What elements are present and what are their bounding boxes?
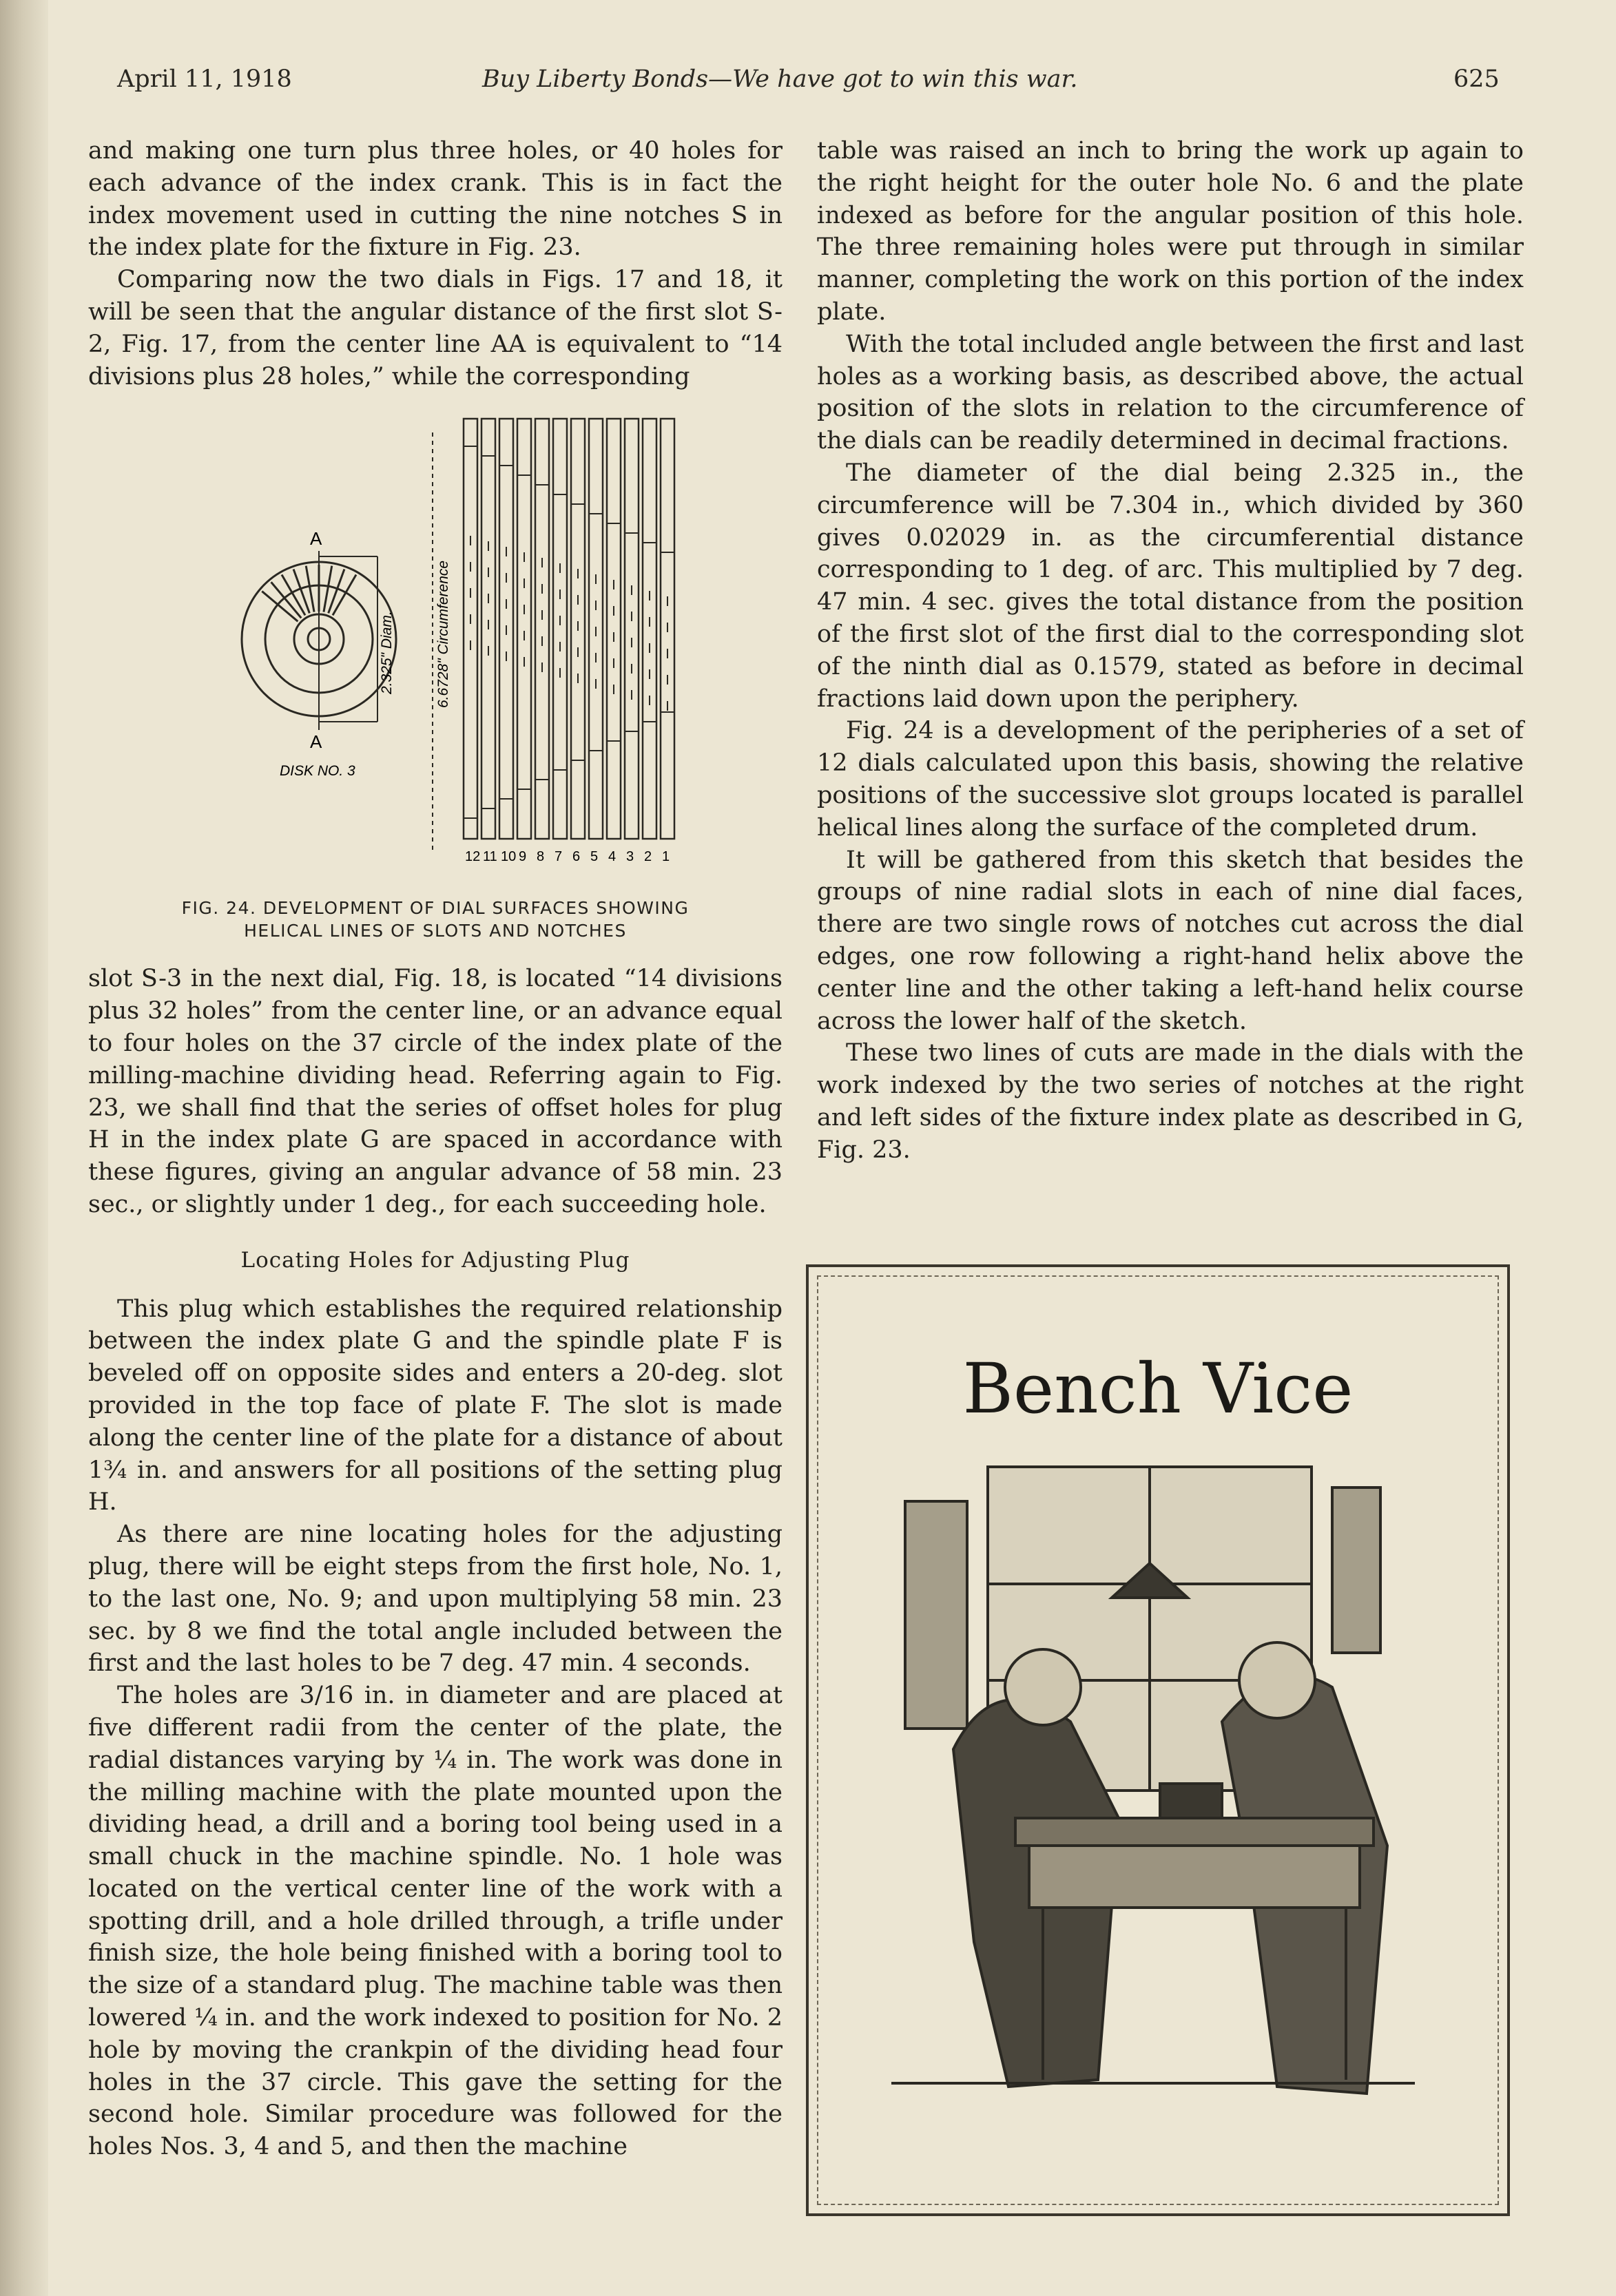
page-binding-shadow <box>0 0 48 2296</box>
running-head-motto: Buy Liberty Bonds—We have got to win this war. <box>482 65 1078 93</box>
page-number: 625 <box>1453 65 1500 93</box>
dial-strip <box>535 419 549 839</box>
paragraph: Comparing now the two dials in Figs. 17 and 18, it will be seen that the angular distance of the first slot S-2, Fig. 17, from the center line AA is equivalent to “14 divisions plus 28 holes,” while the corresponding <box>88 266 783 390</box>
dial-strips <box>464 419 674 839</box>
dial-number-label: 8 <box>537 849 545 865</box>
dial-strip <box>643 419 656 839</box>
dial-number-label: 9 <box>519 849 527 865</box>
paragraph: As there are nine locating holes for the adjusting plug, there will be eight steps from the first hole, No. 1, to the last one, No. 9; and upon multiplying 58 min. 23 sec. by 8 we find the total angle included between the first and the last holes to be 7 deg. 47 min. 4 seconds. <box>88 1521 783 1678</box>
bench-top <box>1015 1818 1374 1846</box>
diameter-label: 2.325" Diam. <box>379 611 395 695</box>
worker-left-head <box>1005 1649 1081 1725</box>
right-column <box>817 135 1524 1167</box>
dial-development-diagram <box>88 398 783 894</box>
disk-slot <box>333 575 356 616</box>
dial-number-label: 7 <box>555 849 563 865</box>
paragraph: It will be gathered from this sketch that besides the groups of nine radial slots in each of nine dial faces, there are two single rows of notches cut across the dial edges, one row following a right-hand helix above the center line and the other taking a left-hand helix course across the lower half of the sketch. <box>817 846 1524 1035</box>
disk-slots <box>262 565 356 621</box>
paragraph: With the total included angle between the first and last holes as a working basis, as described above, the actual position of the slots in relation to the circumference of the dials can be readily determined in decimal fractions. <box>817 330 1524 455</box>
workbench-illustration <box>891 1460 1415 2135</box>
paragraph: slot S-3 in the next dial, Fig. 18, is located “14 divisions plus 32 holes” from the center line, or an advance equal to four holes on the 37 circle of the index plate of the milling-machine dividing head. Referring again to Fig. 23, we shall find that the series of offset holes for plug H in the index plate G are spaced in accordance with these figures, giving an angular advance of 58 min. 23 sec., or slightly under 1 deg., for each succeeding hole. <box>88 965 783 1218</box>
dial-number-label: 5 <box>590 849 599 865</box>
dial-number-label: 1 <box>662 849 670 865</box>
paragraph: Fig. 24 is a development of the peripheries of a set of 12 dials calculated upon this basis, showing the relative positions of the successive slot groups located is parallel helical lines along the surface of the completed drum. <box>817 717 1524 842</box>
worker-right-head <box>1239 1642 1315 1718</box>
advertisement-box <box>806 1264 1510 2216</box>
paragraph: The diameter of the dial being 2.325 in., the circumference will be 7.304 in., which divided by 360 gives 0.02029 in. as the circumferential distance corresponding to 1 deg. of arc. This multiplied by 7 deg. 47 min. 4 sec. gives the total distance from the position of the first slot of the first dial to the corresponding slot of the ninth dial as 0.1579, stated as before in decimal fractions laid down upon the periphery. <box>817 459 1524 713</box>
disk-label: DISK NO. 3 <box>280 763 355 780</box>
advertisement-title: Bench Vice <box>962 1348 1354 1429</box>
figure-24 <box>88 398 783 894</box>
dial-number-label: 12 <box>465 849 481 865</box>
shelf-left <box>905 1501 967 1729</box>
paragraph: and making one turn plus three holes, or 40 holes for each advance of the index crank. This is in fact the index movement used in cutting the nine notches S in the index plate for the fixture in Fig. 23. <box>88 137 783 262</box>
paragraph: table was raised an inch to bring the work up again to the right height for the outer hole No. 6 and the plate indexed as before for the angular position of this hole. The three remaining holes were put through in similar manner, completing the work on this portion of the index plate. <box>817 137 1524 326</box>
label-a-top: A <box>310 528 322 550</box>
disk-drawing <box>242 432 433 853</box>
paragraph: This plug which establishes the required relationship between the index plate G and the spindle plate F is beveled off on opposite sides and enters a 20-deg. slot provided in the top face of plate F. The slot is made along the center line of the plate for a distance of about 1¾ in. and answers for all positions of the setting plug H. <box>88 1295 783 1516</box>
figure-caption <box>88 897 783 942</box>
left-column <box>88 135 783 2163</box>
dial-number-label: 4 <box>608 849 617 865</box>
running-head-date: April 11, 1918 <box>117 65 292 93</box>
dial-strip <box>553 419 567 839</box>
shelf-right <box>1332 1488 1380 1653</box>
paragraph: These two lines of cuts are made in the dials with the work indexed by the two series of notches at the right and left sides of the fixture index plate as described in G, Fig. 23. <box>817 1039 1524 1164</box>
dial-number-label: 2 <box>644 849 652 865</box>
dial-number-label: 11 <box>483 849 497 865</box>
dial-strip <box>625 419 639 839</box>
dial-strip <box>464 419 477 839</box>
dial-number-label: 3 <box>626 849 634 865</box>
section-heading: Locating Holes for Adjusting Plug <box>240 1247 630 1273</box>
figure-caption-line: FIG. 24. DEVELOPMENT OF DIAL SURFACES SHOWING <box>181 898 690 919</box>
dial-number-label: 6 <box>572 849 581 865</box>
dial-number-label: 10 <box>501 849 517 865</box>
dial-numbers <box>465 849 670 864</box>
figure-caption-line: HELICAL LINES OF SLOTS AND NOTCHES <box>244 921 627 941</box>
dial-strip <box>517 419 531 839</box>
bench-vice <box>1160 1784 1222 1818</box>
label-a-bottom: A <box>310 731 322 753</box>
circumference-label: 6.6728" Circumference <box>435 561 451 709</box>
bench-front <box>1029 1846 1360 1908</box>
dial-strip <box>607 419 621 839</box>
paragraph: The holes are 3/16 in. in diameter and are placed at five different radii from the center of the plate, the radial distances varying by ¼ in. The work was done in the milling machine with the plate mounted upon the dividing head, a drill and a boring tool being used in a small chuck in the machine spindle. No. 1 hole was located on the vertical center line of the work with a spotting drill, and a hole drilled through, a trifle under finish size, the hole being finished with a boring tool to the size of a standard plug. The machine table was then lowered ¼ in. and the work indexed to position for No. 2 hole by moving the crankpin of the dividing head four holes in the 37 circle. This gave the setting for the second hole. Similar procedure was followed for the holes Nos. 3, 4 and 5, and then the machine <box>88 1682 783 2161</box>
